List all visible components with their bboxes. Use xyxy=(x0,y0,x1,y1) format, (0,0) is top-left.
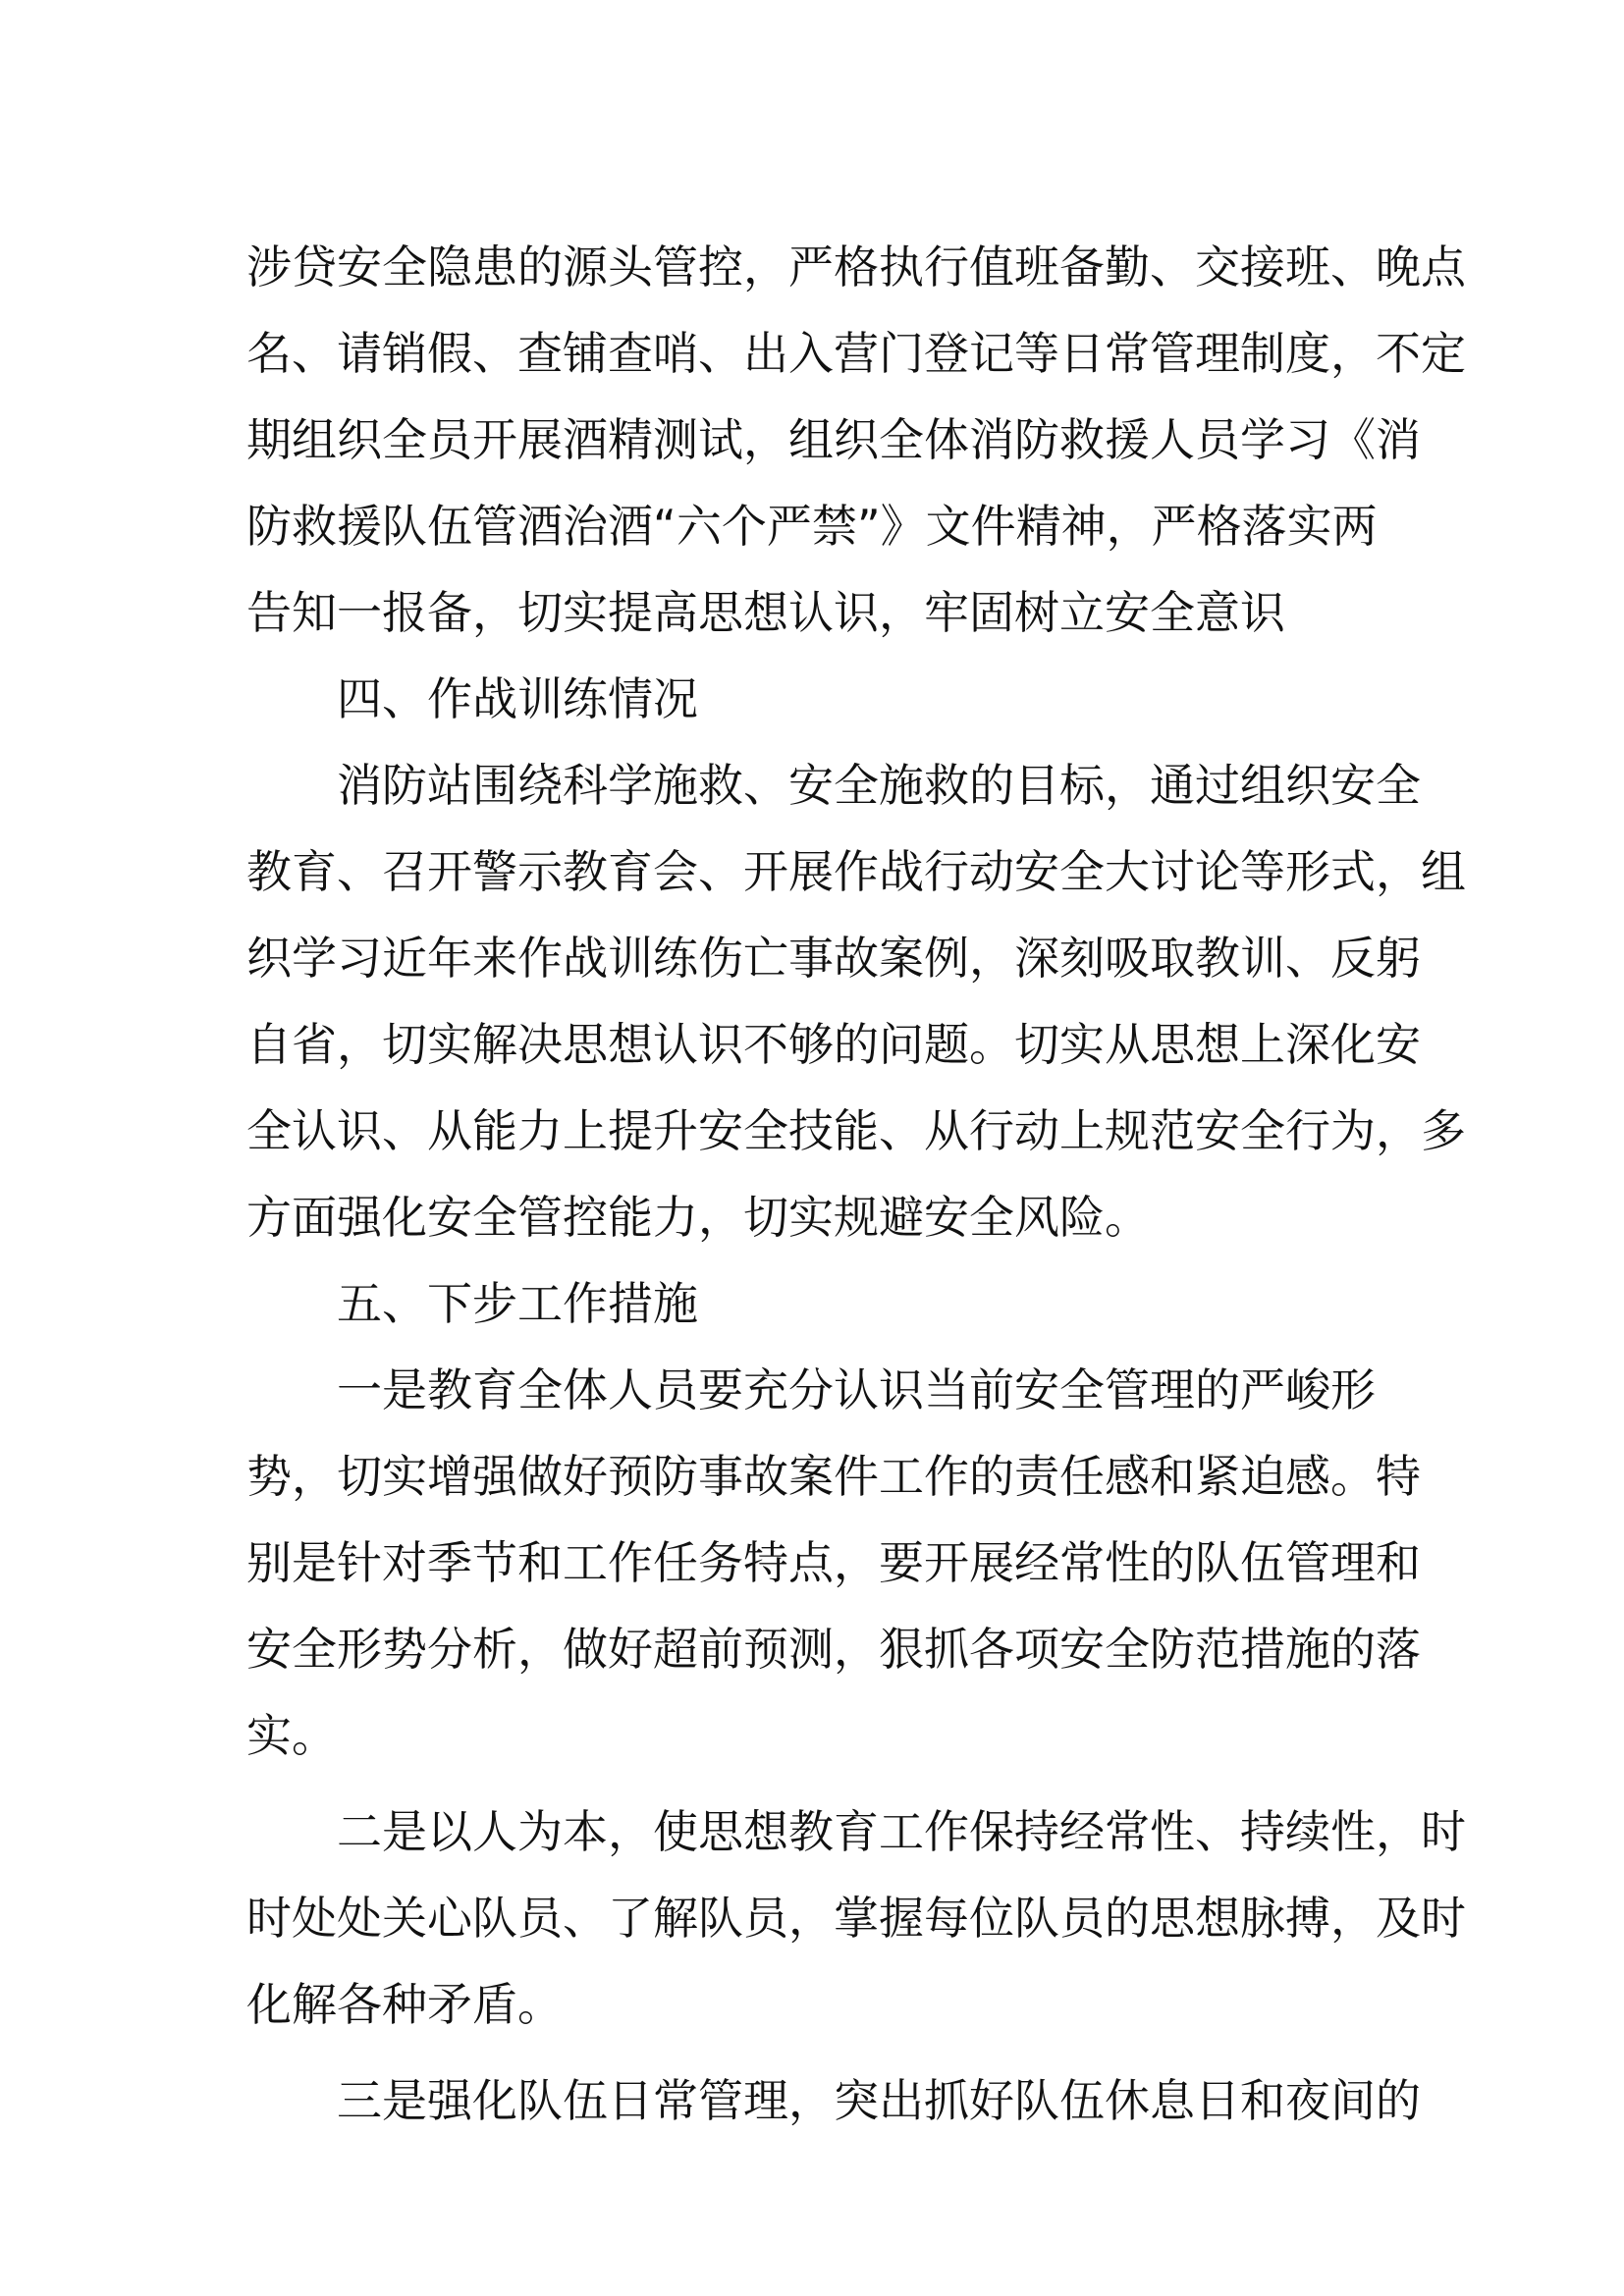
text-line: 自省，切实解决思想认识不够的问题。切实从思想上深化安 xyxy=(246,1018,1421,1071)
text-line: 势，切实增强做好预防事故案件工作的责任感和紧迫感。特 xyxy=(246,1450,1421,1503)
text-line: 三是强化队伍日常管理，突出抓好队伍休息日和夜间的 xyxy=(337,2074,1421,2127)
text-line: 二是以人为本，使思想教育工作保持经常性、持续性，时 xyxy=(337,1805,1466,1858)
text-line: 化解各种矛盾。 xyxy=(246,1978,563,2031)
text-line: 别是针对季节和工作任务特点，要开展经常性的队伍管理和 xyxy=(246,1536,1421,1589)
text-line: 告知一报备，切实提高思想认识，牢固树立安全意识 xyxy=(246,586,1285,639)
text-line: 织学习近年来作战训练伤亡事故案例，深刻吸取教训、反躬 xyxy=(246,932,1421,985)
text-line: 防救援队伍管酒治酒“六个严禁”》文件精神，严格落实两 xyxy=(246,500,1378,553)
text-line: 实。 xyxy=(246,1709,337,1762)
text-line: 方面强化安全管控能力，切实规避安全风险。 xyxy=(246,1191,1150,1244)
text-line: 时处处关心队员、了解队员，掌握每位队员的思想脉搏，及时 xyxy=(246,1892,1466,1945)
text-line: 名、请销假、查铺查哨、出入营门登记等日常管理制度，不定 xyxy=(246,327,1466,380)
text-line: 消防站围绕科学施救、安全施救的目标，通过组织安全 xyxy=(337,759,1421,812)
section-heading-combat-training: 四、作战训练情况 xyxy=(337,672,698,725)
text-line: 安全形势分析，做好超前预测，狠抓各项安全防范措施的落 xyxy=(246,1623,1421,1676)
text-line: 一是教育全体人员要充分认识当前安全管理的严峻形 xyxy=(337,1363,1376,1416)
text-line: 期组织全员开展酒精测试，组织全体消防救援人员学习《消 xyxy=(246,413,1421,466)
text-line: 教育、召开警示教育会、开展作战行动安全大讨论等形式，组 xyxy=(246,845,1466,898)
text-line: 全认识、从能力上提升安全技能、从行动上规范安全行为，多 xyxy=(246,1104,1466,1157)
section-heading-next-steps: 五、下步工作措施 xyxy=(337,1277,698,1330)
text-line: 涉贷安全隐患的源头管控，严格执行值班备勤、交接班、晚点 xyxy=(246,240,1466,294)
